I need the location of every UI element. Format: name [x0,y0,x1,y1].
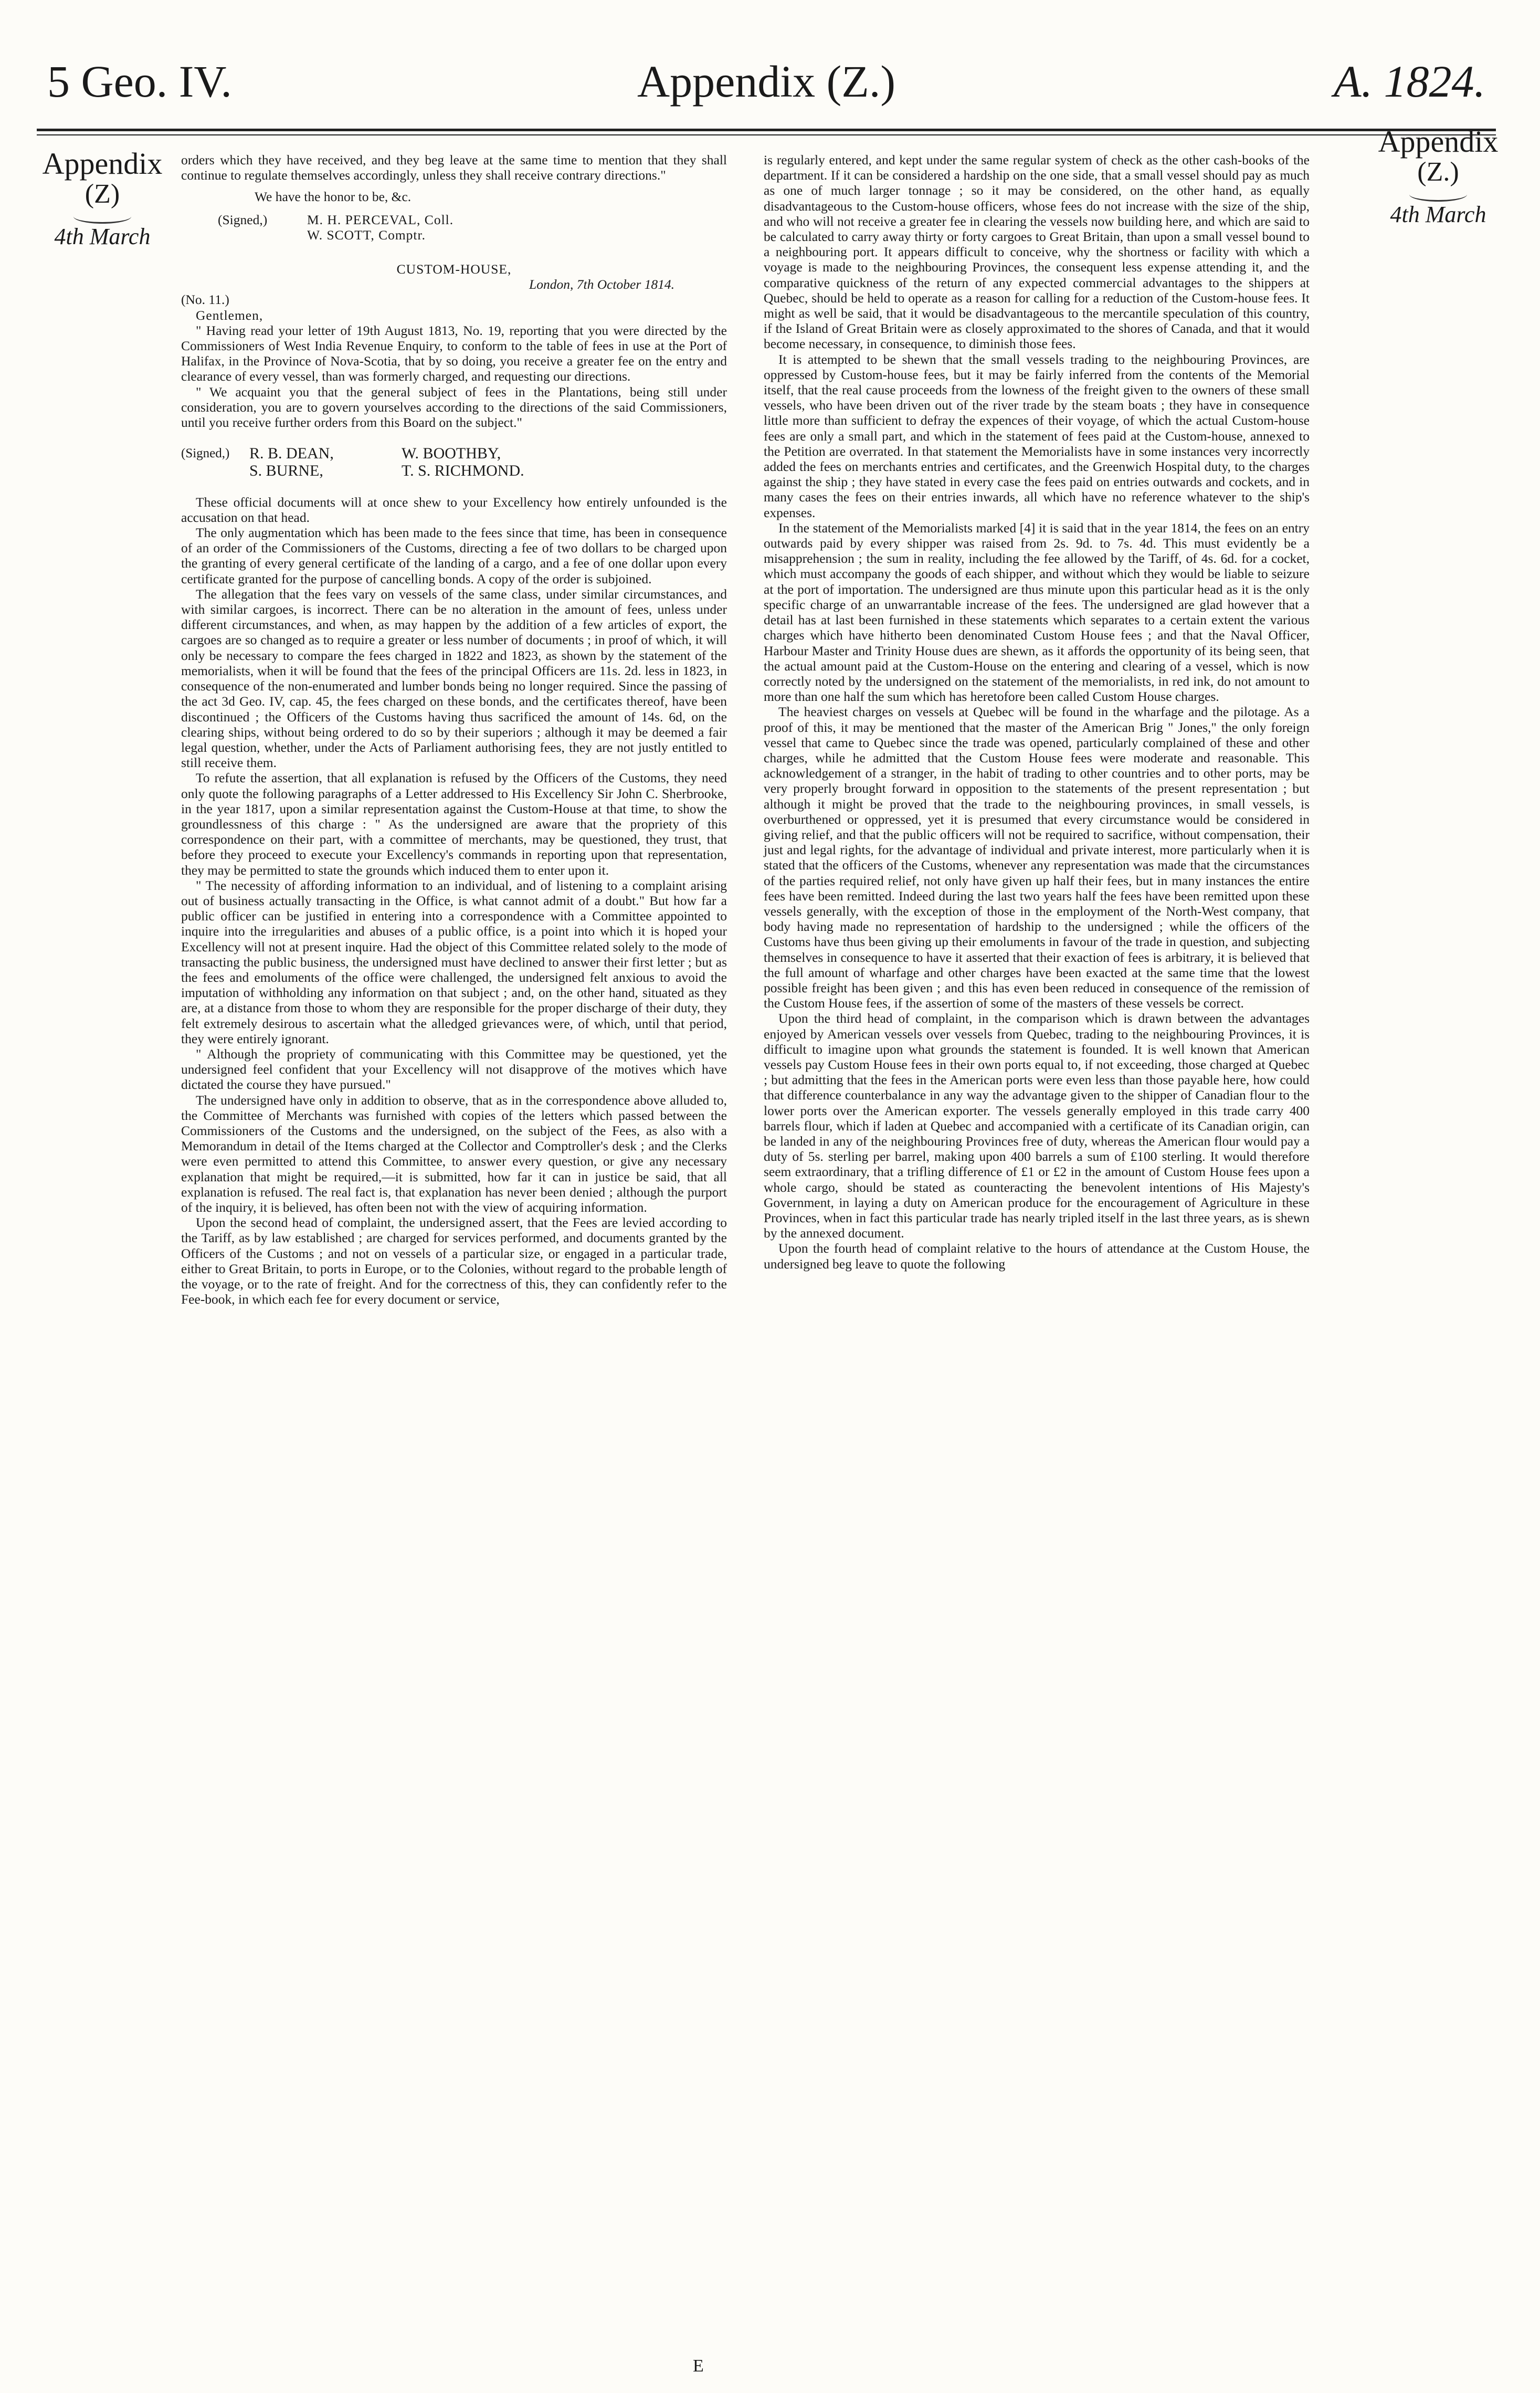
paragraph: The only augmentation which has been made to the fees since that time, has been in consequence of an order of the Commissioners of the Customs, directing a fee of two dollars to be charged upon the granting of every general certificate of the landing of a cargo, and a fee of one dollar upon every certificate granted for the purpose of cancelling bonds. A copy of the order is subjoined. [181,525,727,586]
right-column [764,152,1310,1272]
header-rule [37,129,1496,131]
margin-z-left: (Z) [85,179,120,209]
signatory: S. BURNE, [249,462,323,480]
left-column [181,152,727,1307]
paragraph: These official documents will at once shew to your Excellency how entirely unfounded is the accusation on that head. [181,494,727,525]
signatory: T. S. RICHMOND. [402,462,524,480]
header-year: A. 1824. [1333,56,1485,107]
signatory: W. BOOTHBY, [402,445,501,463]
paragraph: Upon the second head of complaint, the undersigned assert, that the Fees are levied according to the Tariff, as by law established ; are charged for services performed, and documents granted by the Officers of the Customs ; and not on vessels of a particular size, or engaged in a particular trade, either to Great Britain, to ports in Europe, or to the Colonies, without regard to the probable length of the voyage, or to the rate of freight. And for the correctness of this, they can confidently refer to the Fee-book, in which each fee for every document or service, [181,1215,727,1307]
paragraph: In the statement of the Memorialists marked [4] it is said that in the year 1814, the fees on an entry outwards paid by every shipper was raised from 2s. 9d. to 7s. 4d. This must evidently be a misapprehension ; the sum in reality, including the fee allowed by the Tariff, of 4s. 6d. for a cocket, which must accompany the goods of each shipper, and without which they would be liable to seizure at the port of importation. The undersigned are thus minute upon this particular head as it is the only specific charge of an unwarrantable increase of the fees. The undersigned are glad however that a detail has at last been furnished in these statements which separates to a certain extent the various charges which have hitherto been denominated Custom House fees ; and that the Naval Officer, Harbour Master and Trinity House dues are shewn, as it affords the opportunity of its being seen, that the actual amount paid at the Custom-House on the entering and clearing of a vessel, which is now correctly noted by the undersigned on the statement of the memorialists, in red ink, do not amount to more than one half the sum which has heretofore been called Custom House charges. [764,520,1310,705]
signatory: M. H. PERCEVAL, Coll. [307,212,454,227]
paragraph: The allegation that the fees vary on vessels of the same class, under similar circumstances, and with similar cargoes, is incorrect. There can be no alteration in the amount of fees, unless under different circumstances, and when, as may happen by the addition of a few articles of export, the cargoes are so changed as to require a greater or less number of documents ; in proof of which, it will only be necessary to compare the fees charged in 1822 and 1823, as shown by the statement of the memorialists, when it will be found that the fees of the principal Officers are 11s. 2d. less in 1823, in consequence of the non-enumerated and lumber bonds being no longer required. Since the passing of the act 3d Geo. IV, cap. 45, the fees charged on these bonds, and the certificates thereof, have been discontinued ; the Officers of the Customs having thus sacrificed the amount of 14s. 6d, on the clearing ships, without being ordered to do so by their superiors ; although it may be deemed a fair legal question, whether, under the Acts of Parliament authorising fees, they are not justly entitled to still receive them. [181,586,727,771]
margin-brace-right [1409,187,1467,202]
margin-date-right: 4th March [1390,202,1486,228]
right-margin-note [1370,126,1506,227]
place-heading: CUSTOM-HOUSE, [396,261,512,277]
signatory: W. SCOTT, Comptr. [307,227,426,243]
margin-appendix-right: Appendix [1378,124,1499,159]
left-margin-note [42,148,163,249]
header-title: Appendix (Z.) [637,56,895,107]
running-header [47,55,1485,118]
paragraph: The undersigned have only in addition to observe, that as in the correspondence above alluded to, the Committee of Merchants was furnished with copies of the letters which passed between the Commissioners of the Customs and the undersigned, on the subject of the Fees, as also with a Memorandum in detail of the Items charged at the Collector and Comptroller's desk ; and the Clerks were even permitted to attend this Committee, to answer every question, or give any necessary explanation that might be required,—it is submitted, how far it can in justice be said, that all explanation is refused. The real fact is, that explanation has never been denied ; although the purport of the inquiry, it is believed, has often been not with the view of acquiring information. [181,1092,727,1215]
margin-date-left: 4th March [54,224,151,250]
header-session: 5 Geo. IV. [47,56,232,107]
paragraph: orders which they have received, and they beg leave at the same time to mention that they shall continue to regulate themselves accordingly, unless they shall receive contrary directions." [181,152,727,183]
paragraph: " The necessity of affording information to an individual, and of listening to a complaint arising out of business actually transacting in the Office, is what cannot admit of a doubt." But how far a public officer can be justified in entering into a correspondence with a Committee appointed to inquire into the irregularities and abuses of a public office, is a point into which it is hoped your Excellency will not at present inquire. Had the object of this Committee related solely to the mode of transacting the public business, the undersigned must have declined to answer their first letter ; but as the fees and emoluments of the office were challenged, the undersigned felt anxious to avoid the imputation of withholding any information on that subject ; and, on the other hand, situated as they are, at a distance from those to whom they are responsible for the proper discharge of their duty, they felt extremely desirous to ascertain what the alledged grievances were, of which, until that period, they were entirely ignorant. [181,877,727,1046]
paragraph: The heaviest charges on vessels at Quebec will be found in the wharfage and the pilotage. As a proof of this, it may be mentioned that the master of the American Brig " Jones," the only foreign vessel that came to Quebec since the trade was opened, particularly complained of these and other charges, while he admitted that the Custom House fees were moderate and reasonable. This acknowledgement of a stranger, in the habit of trading to other countries and to other ports, may be very properly brought forward in opposition to the statements of the present representation ; but although it might be proved that the trade to the neighbouring provinces, in small vessels, is overburthened or oppressed, yet it is presumed that every circumstance would be considered in giving relief, and that the public officers will not be required to sacrifice, without compensation, their just and legal rights, for the advantage of individual and private interest, more particularly when it is stated that the officers of the Customs, whenever any representation was made that the circumstances of the parties required relief, not only have given up half their fees, but in many instances the entire fees have been remitted. Indeed during the last two years half the fees have been remitted upon these vessels generally, with the exception of those in the employment of the North-West company, that body having made no representation of hardship to the undersigned ; while the officers of the Customs have thus been giving up their emoluments in favour of the trade in question, and subjecting themselves in consequence to have it asserted that their exaction of fees is arbitrary, it is believed that the full amount of wharfage and other charges have been exacted at the same time that the lowest possible freight has been given ; and this has even been reduced in consequence of the remission of the Custom House fees, if the assertion of some of the masters of these vessels be correct. [764,704,1310,1011]
paragraph: " Having read your letter of 19th August 1813, No. 19, reporting that you were directed by the Commissioners of West India Revenue Enquiry, to conform to the table of fees in use at the Port of Halifax, in the Province of Nova-Scotia, that by so doing, you receive a greater fee on the entry and clearance of every vessel, than was formerly charged, and requesting our directions. [181,322,727,384]
signature-block [181,212,727,243]
margin-brace-left [73,209,131,224]
paragraph: " Although the propriety of communicating with this Committee may be questioned, yet the undersigned feel confident that your Excellency will not disapprove of the motives which have dictated the course they have pursued." [181,1046,727,1093]
paragraph: Upon the fourth head of complaint relative to the hours of attendance at the Custom House, the undersigned beg leave to quote the following [764,1241,1310,1272]
signatory: R. B. DEAN, [249,445,334,463]
signature-mark: E [693,2356,704,2376]
margin-appendix-left: Appendix [42,146,163,181]
signed-label: (Signed,) [218,212,268,227]
margin-z-right: (Z.) [1417,156,1459,187]
paragraph: To refute the assertion, that all explanation is refused by the Officers of the Customs, they need only quote the following paragraphs of a Letter addressed to His Excellency Sir John C. Sherbrooke, in the year 1817, upon a similar representation against the Custom-House at that time, to show the groundlessness of this charge : " As the undersigned are aware that the propriety of this correspondence on their part, with a committee of merchants, may be questioned, they trust, that before they proceed to execute your Excellency's commands in reporting upon that representation, they may be permitted to state the grounds which induced them to enter upon it. [181,770,727,878]
paragraph: Upon the third head of complaint, in the comparison which is drawn between the advantages enjoyed by American vessels over vessels from Quebec, trading to the neighbouring Provinces, it is difficult to imagine upon what grounds the statement is founded. It is well known that American vessels pay Custom House fees in their own ports equal to, if not exceeding, those charged at Quebec ; but admitting that the fees in the American ports were even less than those payable here, how could that difference counterbalance in any way the advantage given to the shipper of Canadian flour to the lower ports over the American exporter. The vessels generally employed in this trade carry 400 barrels flour, which if laden at Quebec and accompanied with a certificate of its Canadian origin, can be landed in any of the neighbouring Provinces free of duty, whereas the American flour would pay a duty of 5s. sterling per barrel, making upon 400 barrels a sum of £100 sterling. It would therefore seem extraordinary, that a trifling difference of £1 or £2 in the amount of Custom House fees upon a whole cargo, should be stated as counteracting the benevolent intentions of His Majesty's Government, in laying a duty on American produce for the encouragement of Agriculture in these Provinces, when in fact this particular trade has nearly tripled itself in the last three years, as is shewn by the annexed document. [764,1011,1310,1241]
paragraph: is regularly entered, and kept under the same regular system of check as the other cash-books of the department. If it can be considered a hardship on the one side, that a small vessel should pay as much as one of much larger tonnage ; so it may be considered, on the other hand, as equally disadvantageous to the Custom-house officers, whose fees do not increase with the size of the ship, and who will not receive a greater fee in clearing the vessels now building here, and which are said to be calculated to carry away thirty or forty cargoes to Great Britain, than upon a small vessel bound to a neighbouring port. It appears difficult to conceive, why the shortness or facility with which a voyage is made to the neighbouring Provinces, the consequent less expense attending it, and the comparative quickness of the return of any expected commercial advantages to the shippers at Quebec, should be held to operate as a reason for calling for a reduction of the Custom-house fees. It might as well be said, that it would be disadvantageous to the mercantile speculation of this country, if the Island of Great Britain were as closely approximated to the shores of Canada, and that it would become necessary, in consequence, to diminish those fees. [764,152,1310,352]
signature-block [181,446,727,478]
paragraph: " We acquaint you that the general subject of fees in the Plantations, being still under consideration, you are to govern yourselves according to the directions of the said Commissioners, until you receive further orders from this Board on the subject." [181,384,727,431]
closing-line: We have the honor to be, &c. [255,189,412,205]
signed-label: (Signed,) [181,446,230,461]
paragraph: It is attempted to be shewn that the small vessels trading to the neighbouring Provinces, are oppressed by Custom-house fees, but it may be fairly inferred from the contents of the Memorial itself, that the real cause proceeds from the lowness of the freight given to the owners of these small vessels, who have been driven out of the river trade by the steam boats ; they have in consequence little more than sufficient to defray the expences of their voyage, of which the actual Custom-house fees are only a small part, and which in the statement of fees paid at the Custom-house, annexed to the Petition are overrated. In that statement the Memorialists have in some instances very incorrectly added the fees on merchants entries and certificates, and the Greenwich Hospital duty, to the charges against the ship ; they have stated in every case the fees paid on entries outwards and cockets, and in many cases the fees on their entries inwards, all which have no reference whatever to the ship's expenses. [764,351,1310,520]
document-number: (No. 11.) [181,292,229,308]
header-rule-thin [37,134,1496,135]
dateline: London, 7th October 1814. [529,277,674,292]
salutation: Gentlemen, [196,307,263,323]
